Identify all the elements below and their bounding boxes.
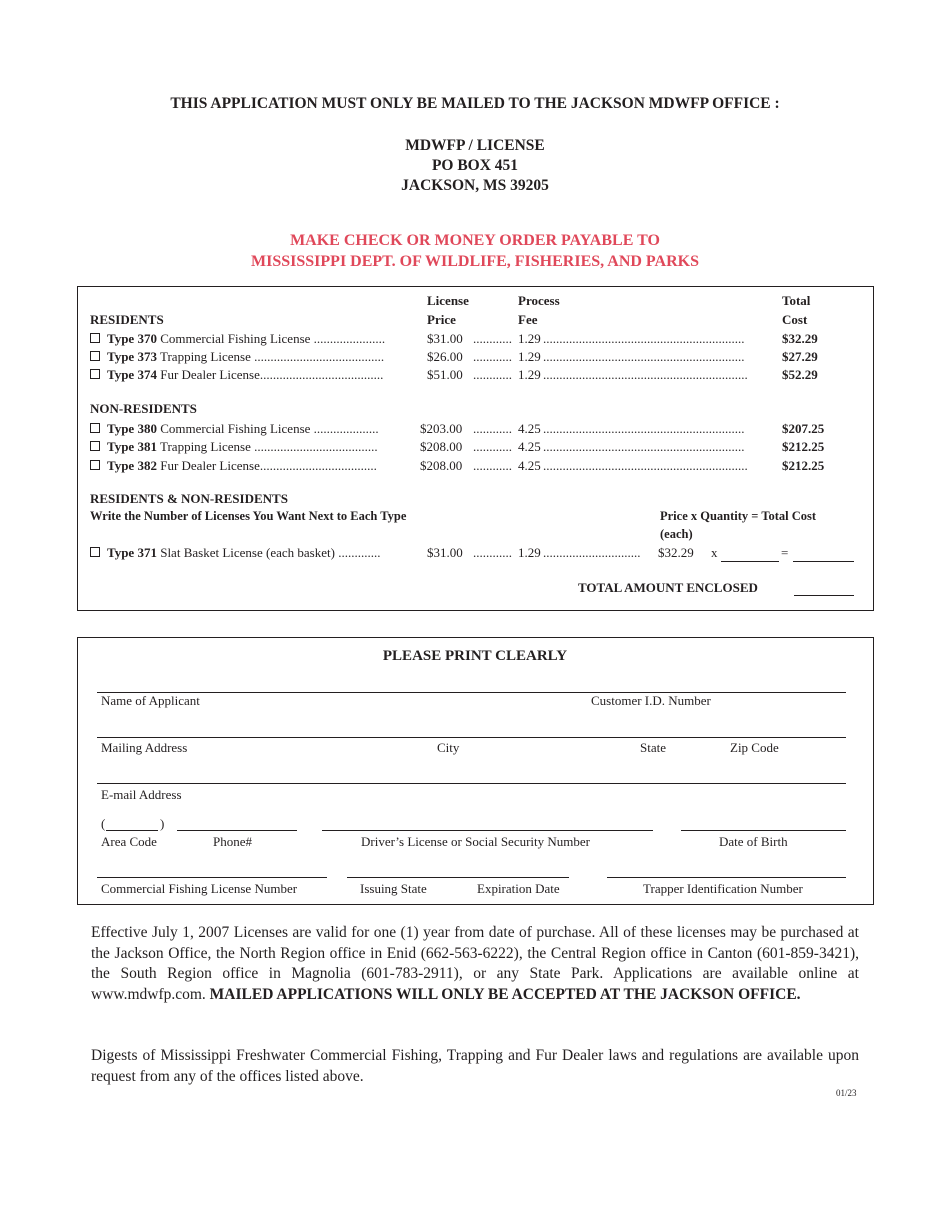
total-amount-input[interactable]	[794, 595, 854, 596]
payable-line-1: MAKE CHECK OR MONEY ORDER PAYABLE TO	[290, 232, 660, 249]
email-line[interactable]	[97, 783, 846, 784]
leader-dots: ...............................................................	[543, 458, 748, 473]
area-code-input[interactable]	[106, 830, 158, 831]
checkbox-type-371[interactable]	[90, 547, 100, 557]
process-fee: 1.29	[518, 331, 541, 346]
leader-dots: ............	[473, 545, 512, 560]
leader-dots: ..............................................................	[543, 349, 745, 364]
checkbox-type-381[interactable]	[90, 441, 100, 451]
checkbox-type-382[interactable]	[90, 460, 100, 470]
zip-label: Zip Code	[730, 740, 779, 755]
both-heading: RESIDENTS & NON-RESIDENTS	[90, 491, 288, 506]
checkbox-type-373[interactable]	[90, 351, 100, 361]
license-price: $208.00	[420, 458, 463, 473]
license-price: $31.00	[427, 331, 463, 346]
license-row: Type 381 Trapping License ......................................	[90, 439, 378, 455]
total-cost: $212.25	[782, 458, 825, 473]
phone-label: Phone#	[213, 834, 252, 849]
leader-dots: ............	[473, 439, 512, 454]
dl-ssn-label: Driver’s License or Social Security Number	[361, 834, 590, 849]
applicant-box	[77, 637, 874, 905]
license-price: $31.00	[427, 545, 463, 560]
equals-sign: =	[781, 545, 789, 560]
leader-dots: ..............................................................	[543, 439, 745, 454]
area-code-paren-close: )	[160, 816, 165, 831]
address-line-1: MDWFP / LICENSE	[405, 137, 545, 154]
payable-line-2: MISSISSIPPI DEPT. OF WILDLIFE, FISHERIES, AND PARKS	[251, 253, 699, 270]
nonresidents-heading: NON-RESIDENTS	[90, 401, 197, 416]
validity-paragraph: Effective July 1, 2007 Licenses are valid for one (1) year from date of purchase. All of these licenses may be purchased at the Jackson Office, the North Region office in Enid (662-563-6222), the Central Region office in Canton (601-859-3421), the South Region office in Magnolia (601-783-2911), or any State Park. Applications are available online at www.mdwfp.com. MAILED APPLICATIONS WILL ONLY BE ACCEPTED AT THE JACKSON OFFICE.	[91, 924, 859, 1003]
license-row: Type 370 Commercial Fishing License ......................	[90, 331, 385, 347]
city-label: City	[437, 740, 460, 755]
license-price: $208.00	[420, 439, 463, 454]
col-total-cost-1: Total	[782, 293, 811, 308]
checkbox-type-374[interactable]	[90, 369, 100, 379]
total-cost: $52.29	[782, 367, 818, 382]
license-row: Type 374 Fur Dealer License......................................	[90, 367, 383, 383]
total-amount-label: TOTAL AMOUNT ENCLOSED	[578, 580, 758, 595]
process-fee: 1.29	[518, 545, 541, 560]
col-process-fee-2: Fee	[518, 312, 538, 327]
leader-dots: ............	[473, 458, 512, 473]
customer-id-label: Customer I.D. Number	[591, 693, 711, 708]
phone-input[interactable]	[177, 830, 297, 831]
total-cost: $32.29	[782, 331, 818, 346]
address-line[interactable]	[97, 737, 846, 738]
leader-dots: ..............................	[543, 545, 641, 560]
total-cost: $212.25	[782, 439, 825, 454]
address-line-2: PO BOX 451	[431, 157, 519, 174]
license-price: $203.00	[420, 421, 463, 436]
issuing-expiration-input[interactable]	[347, 877, 569, 878]
unit-price: $32.29	[658, 545, 694, 560]
process-fee: 4.25	[518, 439, 541, 454]
license-price: $26.00	[427, 349, 463, 364]
dl-ssn-input[interactable]	[322, 830, 653, 831]
area-code-paren-open: (	[101, 816, 106, 831]
both-instruction: Write the Number of Licenses You Want Next to Each Type	[90, 509, 407, 523]
quantity-header: Price x Quantity = Total Cost	[660, 509, 817, 523]
address-line-3: JACKSON, MS 39205	[401, 177, 549, 194]
col-total-cost-2: Cost	[782, 312, 808, 327]
process-fee: 4.25	[518, 421, 541, 436]
process-fee: 4.25	[518, 458, 541, 473]
process-fee: 1.29	[518, 349, 541, 364]
name-label: Name of Applicant	[101, 693, 200, 708]
leader-dots: ............	[473, 349, 512, 364]
leader-dots: ...............................................................	[543, 367, 748, 382]
leader-dots: ..............................................................	[543, 331, 745, 346]
process-fee: 1.29	[518, 367, 541, 382]
residents-heading: RESIDENTS	[90, 312, 164, 327]
col-license-price-1: License	[427, 293, 469, 308]
digests-paragraph: Digests of Mississippi Freshwater Commercial Fishing, Trapping and Fur Dealer laws and regulations are available upon request from any of the offices listed above.	[91, 1047, 859, 1085]
email-label: E-mail Address	[101, 787, 182, 802]
expiration-label: Expiration Date	[477, 881, 560, 896]
form-code: 01/23	[836, 1088, 857, 1098]
license-row: Type 382 Fur Dealer License....................................	[90, 458, 377, 474]
quantity-each: (each)	[660, 527, 693, 541]
dob-label: Date of Birth	[719, 834, 788, 849]
license-row: Type 373 Trapping License ........................................	[90, 349, 384, 365]
checkbox-type-370[interactable]	[90, 333, 100, 343]
leader-dots: ..............................................................	[543, 421, 745, 436]
col-license-price-2: Price	[427, 312, 456, 327]
total-cost: $207.25	[782, 421, 825, 436]
checkbox-type-380[interactable]	[90, 423, 100, 433]
quantity-input[interactable]	[721, 561, 779, 562]
dob-input[interactable]	[681, 830, 846, 831]
cfl-number-input[interactable]	[97, 877, 327, 878]
state-label: State	[640, 740, 666, 755]
name-line[interactable]	[97, 692, 846, 693]
col-process-fee-1: Process	[518, 293, 560, 308]
license-row: Type 380 Commercial Fishing License ....................	[90, 421, 379, 437]
trapper-id-input[interactable]	[607, 877, 846, 878]
mailing-address-label: Mailing Address	[101, 740, 188, 755]
slat-total-input[interactable]	[793, 561, 854, 562]
leader-dots: ............	[473, 367, 512, 382]
total-cost: $27.29	[782, 349, 818, 364]
mailing-notice: THIS APPLICATION MUST ONLY BE MAILED TO THE JACKSON MDWFP OFFICE :	[170, 95, 780, 112]
cfl-number-label: Commercial Fishing License Number	[101, 881, 298, 896]
leader-dots: ............	[473, 421, 512, 436]
print-clearly-title: PLEASE PRINT CLEARLY	[382, 648, 568, 664]
license-row: Type 371 Slat Basket License (each basket) .............	[90, 545, 380, 561]
leader-dots: ............	[473, 331, 512, 346]
area-code-label: Area Code	[101, 834, 157, 849]
license-price: $51.00	[427, 367, 463, 382]
times-sign: x	[711, 545, 718, 560]
issuing-state-label: Issuing State	[360, 881, 427, 896]
trapper-id-label: Trapper Identification Number	[643, 881, 803, 896]
